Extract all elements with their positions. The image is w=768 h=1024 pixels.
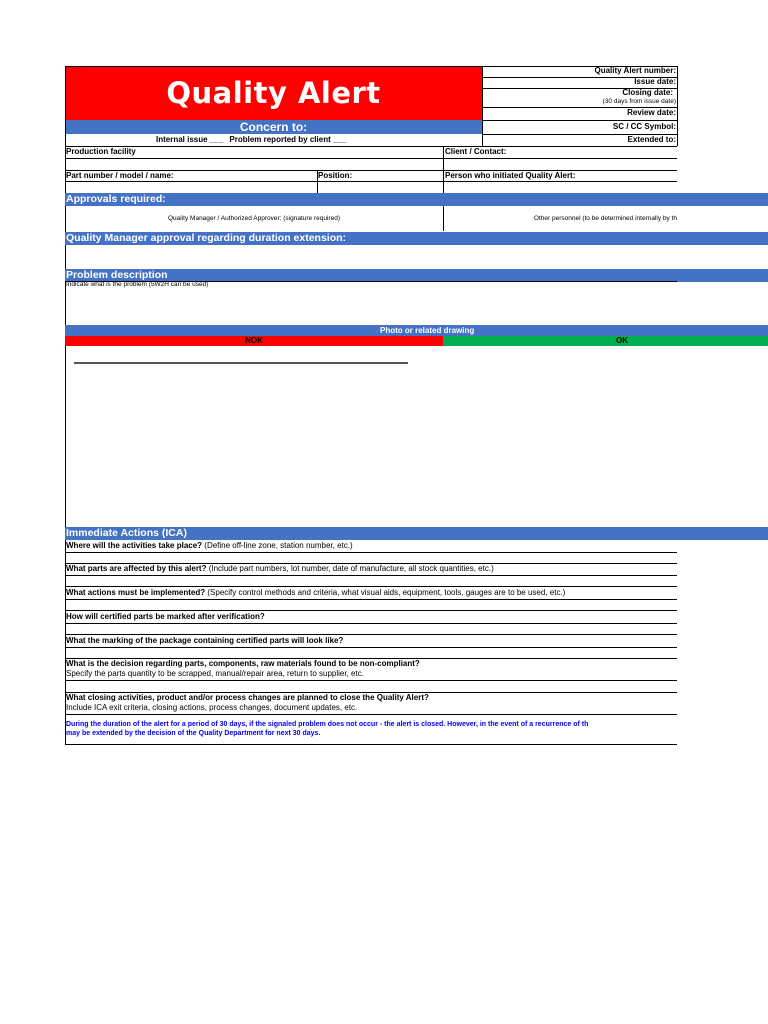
client-contact-label: Client / Contact: xyxy=(445,147,507,156)
closing-date-label: Closing date: xyxy=(622,88,673,97)
sc-cc-symbol-label: SC / CC Symbol: xyxy=(612,122,676,131)
issue-date-label: Issue date: xyxy=(634,77,676,86)
ica-question-location: Where will the activities take place? (Define off-line zone, station number, etc.) xyxy=(66,541,353,550)
footer-note xyxy=(66,720,677,738)
production-facility-label: Production facility xyxy=(66,147,136,156)
manager-approval-field[interactable] xyxy=(66,207,442,231)
closing-date-note: (30 days from issue date) xyxy=(602,98,676,105)
initiator-label: Person who initiated Quality Alert: xyxy=(445,171,576,180)
ica-question-nonconforming: What is the decision regarding parts, components, raw materials found to be non-compliant? Specify the parts quantity to be scrapped, manual/repair area, return to supplier, etc. xyxy=(66,659,420,678)
approvals-heading: Approvals required: xyxy=(65,193,768,206)
other-approval-label: Other personnel (to be determined internally by th xyxy=(533,215,677,222)
footer-note-line2: may be extended by the decision of the Quality Department for next 30 days. xyxy=(66,730,321,737)
other-approval-field[interactable] xyxy=(444,207,677,231)
client-problem-option[interactable]: Problem reported by client ___ xyxy=(229,135,347,144)
ica-question-actions: What actions must be implemented? (Specify control methods and criteria, what visual aids, equipment, tools, gauges are to be used, etc.) xyxy=(66,588,566,597)
concern-options xyxy=(156,135,346,145)
ica-answer-parts[interactable] xyxy=(66,576,677,586)
ica-answer-location[interactable] xyxy=(66,553,677,563)
photo-area[interactable] xyxy=(66,347,677,527)
extension-heading: Quality Manager approval regarding duration extension: xyxy=(65,232,768,245)
ica-answer-nonconforming[interactable] xyxy=(66,681,677,691)
problem-field[interactable] xyxy=(66,290,677,324)
photo-heading: Photo or related drawing xyxy=(380,326,475,335)
part-number-label: Part number / model / name: xyxy=(66,171,174,180)
internal-issue-option[interactable]: Internal issue ___ xyxy=(156,135,224,144)
extended-to-label: Extended to: xyxy=(627,135,676,144)
manager-approval-label: Quality Manager / Authorized Approver: (signature required) xyxy=(168,215,340,222)
page-title: Quality Alert xyxy=(166,76,381,110)
nok-label: NOK xyxy=(245,336,263,345)
ok-label: OK xyxy=(616,336,628,345)
ica-question-marking: How will certified parts be marked after verification? xyxy=(66,612,265,621)
problem-hint: Indicate what is the problem (5W2H can be used) xyxy=(66,281,209,288)
ica-question-package: What the marking of the package containing certified parts will look like? xyxy=(66,636,344,645)
ica-answer-marking[interactable] xyxy=(66,624,677,634)
ica-answer-actions[interactable] xyxy=(66,600,677,610)
alert-number-label: Quality Alert number: xyxy=(594,66,676,75)
footer-note-line1: During the duration of the alert for a period of 30 days, if the signaled problem does not occur - the alert is closed. However, in the event of a recurrence of th xyxy=(66,721,589,728)
position-label: Position: xyxy=(318,171,353,180)
nok-bar xyxy=(65,336,443,346)
review-date-label: Review date: xyxy=(627,108,676,117)
title-banner xyxy=(65,66,482,120)
ica-heading: Immediate Actions (ICA) xyxy=(65,527,768,540)
ok-bar xyxy=(443,336,768,346)
extension-field[interactable] xyxy=(66,245,677,269)
concern-heading: Concern to: xyxy=(239,120,308,134)
ica-question-parts: What parts are affected by this alert? (Include part numbers, lot number, date of manufacture, all stock quantities, etc.) xyxy=(66,564,494,573)
ica-question-closing: What closing activities, product and/or process changes are planned to close the Quality Alert? Include ICA exit criteria, closing actions, process changes, document updates, etc. xyxy=(66,693,429,712)
problem-heading: Problem description xyxy=(65,269,768,282)
concern-bar xyxy=(65,120,482,134)
ica-answer-package[interactable] xyxy=(66,648,677,658)
photo-divider xyxy=(74,362,408,364)
photo-heading-bar xyxy=(65,325,768,336)
